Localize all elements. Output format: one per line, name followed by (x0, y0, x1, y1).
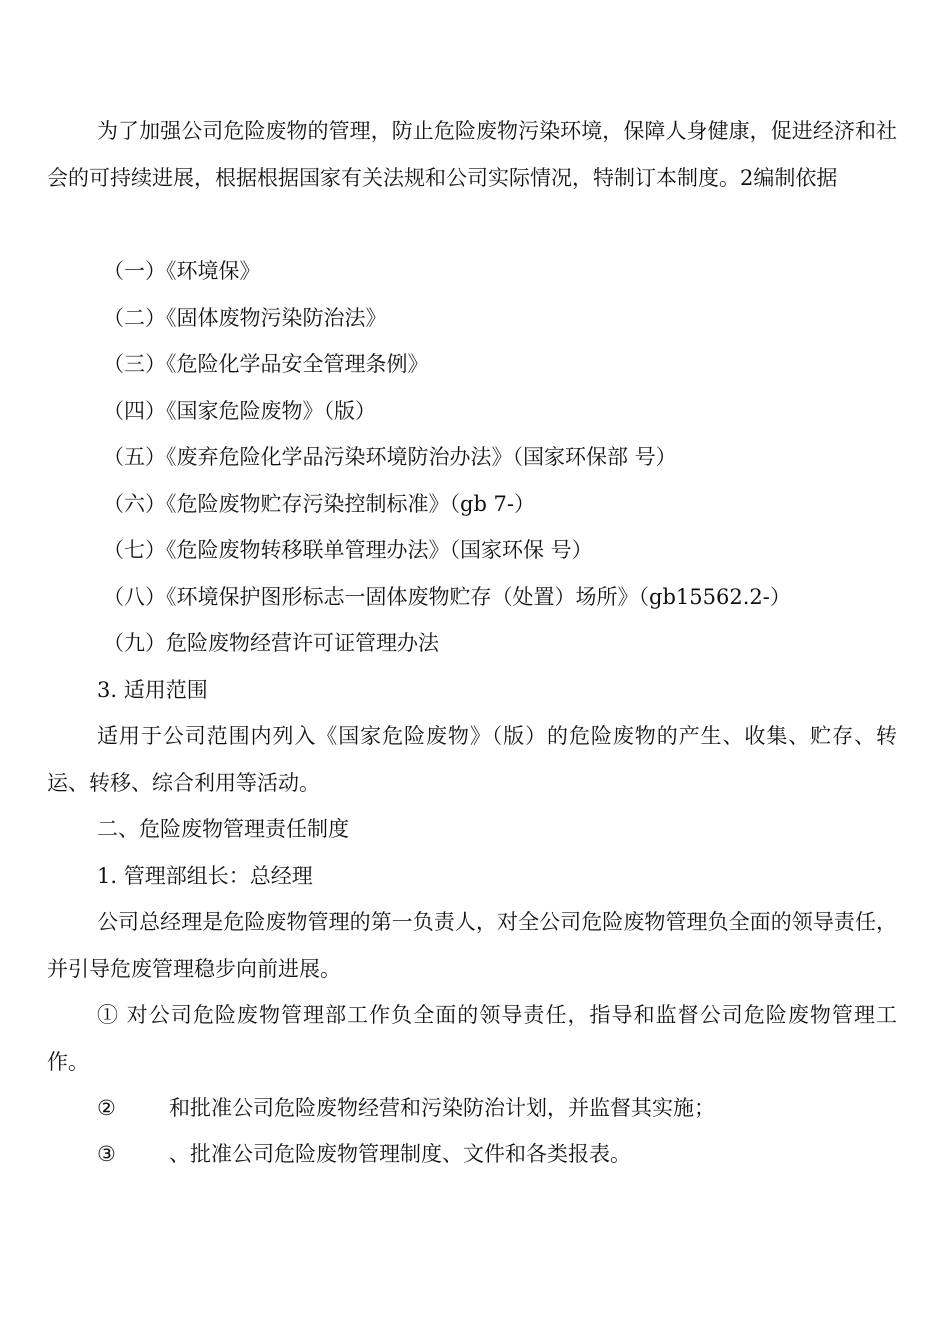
duty-3-marker: ③ (97, 1142, 116, 1166)
basis-item-9: （九）危险废物经营许可证管理办法 (103, 631, 439, 655)
basis-item-6: （六）《危险废物贮存污染控制标准》（gb 7-） (103, 492, 536, 516)
section2-heading: 二、危险废物管理责任制度 (97, 817, 349, 841)
duty-2-line (97, 1085, 715, 1132)
duty-3-text: 、批准公司危险废物管理制度、文件和各类报表。 (169, 1142, 631, 1166)
basis-item-8: （八）《环境保护图形标志一固体废物贮存（处置）场所》（gb15562.2-） (103, 585, 791, 609)
scope-heading: 3. 适用范围 (97, 678, 208, 702)
duty-3-line (97, 1131, 631, 1178)
basis-item-1: （一）《环境保》 (103, 259, 261, 283)
basis-item-2: （二）《固体废物污染防治法》 (103, 306, 387, 330)
duty-2-marker: ② (97, 1096, 116, 1120)
intro-paragraph: 为了加强公司危险废物的管理，防止危险废物污染环境，保障人身健康，促进经济和社会的可持续进展，根据根据国家有关法规和公司实际情况，特制订本制度。2编制依据 (47, 119, 897, 190)
duty-1-paragraph: ① 对公司危险废物管理部工作负全面的领导责任，指导和监督公司危险废物管理工作。 (47, 1003, 897, 1074)
basis-item-7: （七）《危险废物转移联单管理办法》（国家环保 号） (103, 538, 593, 562)
duty-2-text: 和批准公司危险废物经营和污染防治计划，并监督其实施； (169, 1096, 715, 1120)
role-paragraph: 公司总经理是危险废物管理的第一负责人，对全公司危险废物管理负全面的领导责任，并引导危废管理稳步向前进展。 (47, 910, 897, 981)
role-heading: 1. 管理部组长：总经理 (97, 864, 313, 888)
basis-item-5: （五）《废弃危险化学品污染环境防治办法》（国家环保部 号） (103, 445, 677, 469)
scope-paragraph: 适用于公司范围内列入《国家危险废物》（版）的危险废物的产生、收集、贮存、转运、转移、综合利用等活动。 (47, 724, 897, 795)
basis-item-4: （四）《国家危险废物》（版） (103, 399, 376, 423)
basis-item-3: （三）《危险化学品安全管理条例》 (103, 352, 429, 376)
